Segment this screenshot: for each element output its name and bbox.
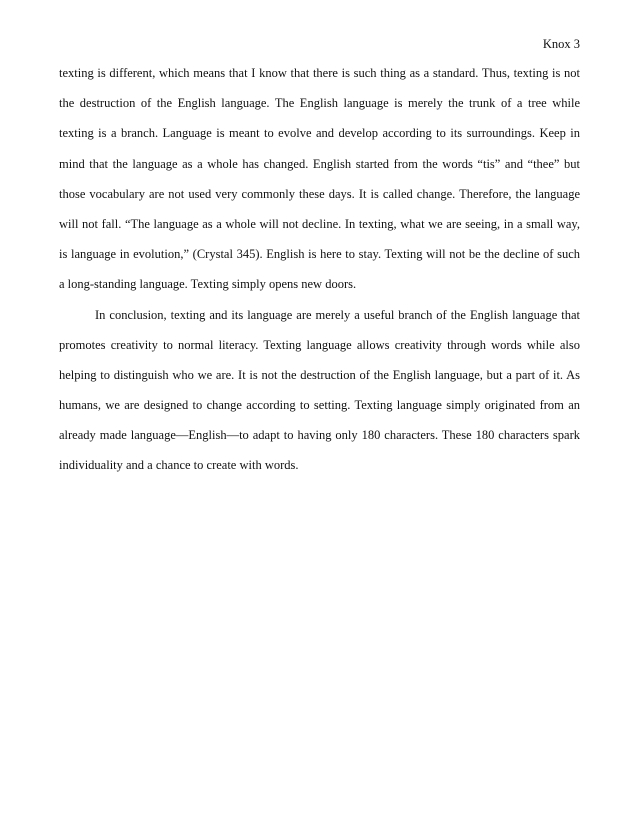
text-line: In conclusion, texting and its language are merely a useful branch of the English language that — [95, 307, 580, 322]
text-line: humans, we are designed to change according to setting. Texting language simply originated from an — [59, 398, 580, 413]
text-line: already made language—English—to adapt to having only 180 characters. These 180 characters spark — [59, 428, 580, 443]
paragraph — [59, 58, 580, 300]
running-head: Knox 3 — [542, 37, 580, 51]
text-line: the destruction of the English language. The English language is merely the trunk of a tree while — [59, 96, 580, 111]
text-line: those vocabulary are not used very commonly these days. It is called change. Therefore, the language — [59, 186, 580, 201]
text-line: is language in evolution,” (Crystal 345). English is here to stay. Texting will not be the decline of such — [59, 247, 580, 262]
paragraph — [59, 300, 580, 481]
text-line: texting is different, which means that I know that there is such thing as a standard. Thus, texting is not — [59, 66, 580, 80]
text-line: texting is a branch. Language is meant to evolve and develop according to its surroundings. Keep in — [59, 126, 580, 141]
text-line: mind that the language as a whole has changed. English started from the words “tis” and “thee” but — [59, 156, 580, 171]
text-line: promotes creativity to normal literacy. Texting language allows creativity through words while also — [59, 337, 580, 352]
text-line: will not fall. “The language as a whole will not decline. In texting, what we are seeing, in a small way, — [59, 216, 580, 231]
text-line: a long-standing language. Texting simply opens new doors. — [59, 277, 357, 292]
text-line: helping to distinguish who we are. It is not the destruction of the English language, but a part of it. As — [59, 367, 580, 382]
body-text — [59, 58, 580, 481]
text-line: individuality and a chance to create with words. — [59, 458, 299, 473]
